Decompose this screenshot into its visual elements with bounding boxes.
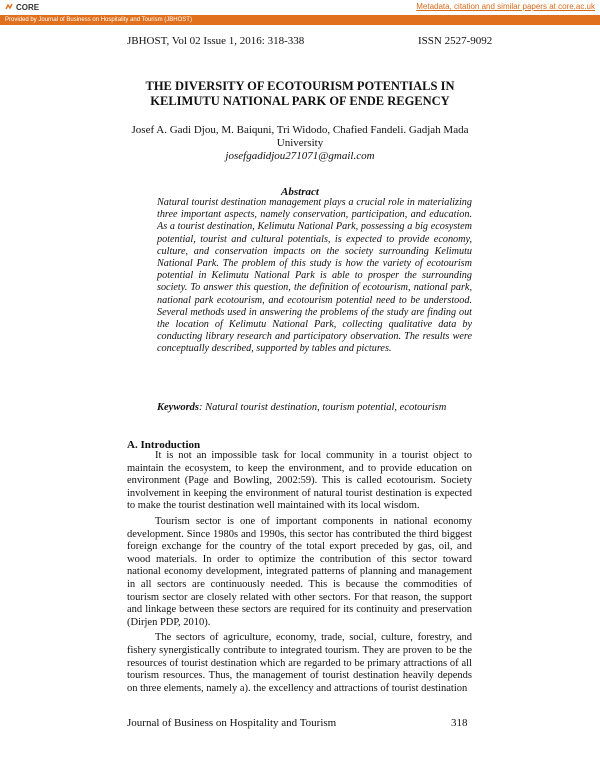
core-logo-text: CORE [16, 2, 40, 12]
introduction-body [127, 450, 472, 698]
keywords-text: : Natural tourist destination, tourism potential, ecotourism [199, 402, 447, 413]
core-metadata-link[interactable]: Metadata, citation and similar papers at core.ac.uk [416, 2, 595, 11]
introduction-paragraph-3: The sectors of agriculture, economy, trade, social, culture, forestry, and fishery synergistically contribute to integrated tourism. They are proven to be the resources of tourist destination which are regarded to be primary attractions of all tourism resources. Thus, the management of tourist destination heavily depends on three elements, namely a). the excellency and attractions of tourist destination [127, 632, 472, 694]
abstract-text: Natural tourist destination management plays a crucial role in materializing three important aspects, namely conservation, participation, and education. As a tourist destination, Kelimutu National Park, possessing a big ecosystem potential, tourist and cultural potentials, is expected to provide economy, culture, and conservation impacts on the society surrounding Kelimutu National Park. The problem of this study is how the variety of ecotourism potential in Kelimutu National Park is able to prosper the surrounding society. To answer this question, the definition of ecotourism, national park, national park ecotourism, and ecotourism potential need to be understood. Several methods used in answering the problems of the study are finding out the location of Kelimutu National Park, collecting qualitative data by conducting library research and participatory observation. The results were conceptually described, supported by tables and pictures. [157, 197, 472, 355]
section-heading-introduction: A. Introduction [127, 439, 201, 451]
running-head-journal: JBHOST, Vol 02 Issue 1, 2016: 318-338 [127, 35, 305, 47]
author-list [120, 124, 480, 150]
paper-title-line-2: KELIMUTU NATIONAL PARK OF ENDE REGENCY [150, 94, 450, 108]
introduction-paragraph-1: It is not an impossible task for local community in a tourist object to maintain the ecosystem, to keep the environment, and to provide education on environment (Page and Bowling, 2002:59). This is called ecotourism. Society involvement in keeping the environment of natural tourist destination is expected to make the tourist destination well maintained with its local wisdom. [127, 450, 472, 512]
running-head-issn: ISSN 2527-9092 [418, 35, 493, 47]
footer-page-number: 318 [451, 717, 468, 729]
introduction-paragraph-2: Tourism sector is one of important components in national economy development. Since 1980s and 1990s, this sector has contributed the third biggest foreign exchange for the country of the total export preceded by gas, oil, and wood materials. In order to optimize the contribution of this sector toward national economy development, integrated patterns of planning and management in all sectors are continuously needed. This is because the commodities of tourism sector are closely related with other sectors. For that reason, the support and linkage between these sectors are required for its continuity and preservation (Dirjen PDP, 2010). [127, 515, 472, 628]
footer-journal-name: Journal of Business on Hospitality and Tourism [127, 717, 337, 729]
core-header-bar [0, 0, 600, 14]
provided-by-text: Provided by Journal of Business on Hospitality and Tourism (JBHOST) [5, 17, 192, 23]
paper-title-line-1: THE DIVERSITY OF ECOTOURISM POTENTIALS IN [145, 79, 455, 93]
author-email: josefgadidjou271071@gmail.com [225, 150, 375, 162]
paper-title [110, 79, 490, 109]
keywords [157, 402, 487, 413]
keywords-label: Keywords [157, 402, 199, 413]
author-line-2: University [276, 137, 324, 149]
core-logo[interactable] [4, 1, 39, 13]
core-logo-icon [4, 2, 14, 12]
provided-by-bar [0, 15, 600, 25]
author-line-1: Josef A. Gadi Djou, M. Baiquni, Tri Widodo, Chafied Fandeli. Gadjah Mada [131, 124, 469, 136]
abstract-heading: Abstract [281, 186, 319, 198]
